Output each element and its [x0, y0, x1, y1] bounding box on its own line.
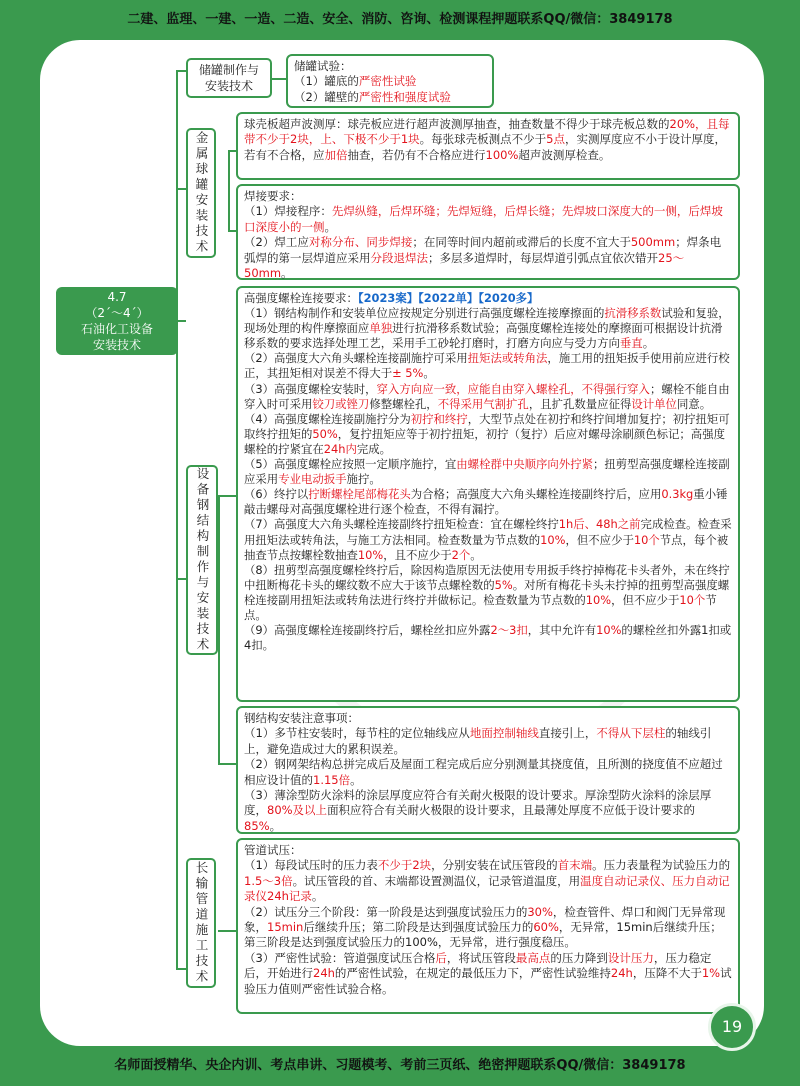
text: 。	[642, 336, 655, 351]
highlight: 1h后、48h之前	[558, 517, 641, 532]
text: ，无异常，15min后继续升压；第三阶段是达到强度试验压力的100%，无异常，进行强度稳压。	[244, 920, 722, 950]
text: （9）高强度螺栓连接副终拧后，螺栓丝扣应外露	[244, 623, 491, 638]
highlight: 30%	[527, 904, 553, 919]
pipe-item	[244, 905, 732, 951]
highlight: 50%	[312, 426, 338, 441]
highlight: 对称分布、同步焊接	[308, 235, 413, 250]
tank-test-box	[286, 54, 494, 108]
text: ，检查管件、焊口和阀门无异常现象，	[244, 904, 726, 935]
bolt-item	[244, 351, 732, 381]
text: （3）薄涂型防火涂料的涂层厚度应符合有关耐火极限的设计要求。厚涂型防火涂料的涂层厚度，	[244, 788, 712, 818]
highlight: 抗滑移系数	[604, 306, 662, 321]
text: ；在同等时间内超前或滞后的长度不宜大于	[412, 235, 631, 250]
text: 节点，每个被抽查节点按螺栓数抽查	[244, 532, 729, 562]
highlight: ± 5%	[392, 366, 424, 381]
pipe-item	[244, 858, 732, 904]
text: 。	[281, 266, 293, 281]
text: （2）罐壁的	[294, 89, 359, 104]
highlight: 不得采用气割扩孔	[437, 396, 529, 411]
text: 。	[311, 889, 324, 904]
text: ，实测厚度应不小于设计厚度，若有不合格，应	[244, 132, 726, 162]
text: 进行抗滑移系数试验；高强度螺栓连接处的摩擦面可根据设计抗滑移系数的要求选择处理工艺，采用手工砂轮打磨时，打磨方向应与受力方向	[244, 321, 723, 351]
text: 。	[324, 219, 336, 234]
highlight: 10个	[679, 592, 706, 607]
text: （2）高强度大六角头螺栓连接副施拧可采用	[244, 351, 468, 366]
text: （1）钢结构制作和安装单位应按规定分别进行高强度螺栓连接摩擦面的	[244, 306, 605, 321]
highlight: 扭矩法或转角法	[467, 351, 548, 366]
text: （6）终拧以	[244, 487, 309, 502]
text: （1）焊接程序：	[244, 204, 332, 219]
text: （1）罐底的	[294, 74, 359, 89]
text: ，大型节点处在初拧和终拧间增加复拧；初拧扭矩可取终拧扭矩的	[244, 411, 730, 441]
highlight: 80%及以上	[267, 803, 328, 818]
sphere-ut-box	[236, 112, 740, 180]
text: 的轴线引上，避免造成过大的累积误差。	[244, 726, 712, 756]
text: 超声波测厚检查。	[518, 147, 611, 162]
text: 的严密性试验，在规定的最低压力下，严密性试验维持	[334, 966, 611, 981]
tank-test-item	[294, 90, 486, 105]
tank-test-title: 储罐试验：	[294, 59, 352, 73]
root-node	[56, 287, 178, 355]
connector-line	[176, 70, 186, 72]
connector-line	[218, 763, 236, 765]
highlight: 85%	[244, 818, 270, 833]
text: 同意。	[676, 396, 712, 411]
text: （1）每段试压时的压力表	[244, 858, 378, 873]
highlight: 设计压力	[607, 950, 654, 965]
text: （3）高强度螺栓安装时，	[244, 381, 377, 396]
text: 。对所有梅花卡头未拧掉的扭剪型高强度螺栓连接副用扭矩法或转角法进行终拧并做标记。检查数量为节点数的	[244, 577, 730, 607]
highlight: 20%，且每带不少于2块，上、下极不少于1块	[244, 117, 730, 147]
highlight: 1%	[701, 966, 721, 981]
bolt-item	[244, 517, 732, 562]
highlight: 穿入方向应一致，应能自由穿入螺栓孔，不得强行穿入	[376, 381, 650, 396]
text: 。每张球壳板测点不少于	[419, 132, 547, 147]
text: 试验和复验，现场处理的构件摩擦面应	[244, 306, 730, 336]
connector-line	[176, 578, 186, 580]
highlight: 24h	[313, 966, 335, 981]
highlight: 15min	[267, 920, 304, 935]
highlight: 10%	[596, 623, 622, 638]
text: ，且不应少于	[383, 547, 452, 562]
pipe-item	[244, 951, 732, 997]
connector-line	[176, 188, 186, 190]
highlight: 60%	[533, 920, 559, 935]
text: 。试压管段的首、末端都设置测温仪，记录管道温度，用	[292, 873, 581, 888]
highlight: 单独	[369, 321, 393, 336]
bottom-banner: 名师面授精华、央企内训、考点串讲、习题模考、考前三页纸、绝密押题联系QQ/微信：3849178	[114, 1058, 686, 1073]
text: 的螺栓丝扣外露1扣或4扣。	[244, 623, 732, 653]
node-sphere-label: 金属球罐安装技术	[186, 128, 216, 258]
highlight: 后	[435, 950, 447, 965]
notice-item	[244, 726, 732, 757]
text: （2）钢网架结构总拼完成后及屋面工程完成后应分别测量其挠度值，且所测的挠度值不应超过相应设计值的	[244, 757, 723, 787]
notice-item	[244, 788, 732, 834]
page-number: 19	[708, 1003, 756, 1051]
text: 试验压力值则严密性试验合格。	[244, 966, 732, 996]
text: ，但不应少于	[565, 532, 634, 547]
top-banner: 二建、监理、一建、一造、二造、安全、消防、咨询、检测课程押题联系QQ/微信：3849178	[127, 12, 673, 27]
highlight: 500mm	[630, 235, 676, 250]
highlight: 24h	[610, 966, 633, 981]
text: （2）试压分三个阶段：第一阶段是达到强度试验压力的	[244, 904, 528, 919]
highlight: 0.3kg	[661, 487, 694, 502]
connector-line	[272, 78, 286, 80]
highlight: 最高点	[515, 950, 551, 965]
bolt-item	[244, 563, 732, 623]
bolt-item	[244, 487, 732, 517]
text: 后继续升压；第二阶段是达到强度试验压力的	[303, 920, 534, 935]
connector-line	[218, 930, 236, 932]
bolt-title: 高强度螺栓连接要求：	[244, 291, 358, 305]
sphere-weld-title: 焊接要求：	[244, 189, 302, 203]
root-title-2: 安装技术	[92, 338, 141, 352]
text: 抽查，若仍有不合格应进行	[347, 147, 486, 162]
bolt-item	[244, 457, 732, 487]
tank-test-item	[294, 74, 486, 89]
text: 的压力降到	[550, 950, 608, 965]
highlight: 地面控制轴线	[469, 726, 539, 741]
text: （1）多节柱安装时，每节柱的定位轴线应从	[244, 726, 470, 741]
highlight: 2～3扣	[490, 623, 528, 638]
connector-line	[228, 150, 230, 232]
connector-line	[218, 495, 220, 765]
pipe-title: 管道试压：	[244, 843, 302, 857]
text: ；螺栓不能自由穿入时可采用	[244, 381, 730, 411]
highlight: 10%	[357, 547, 384, 562]
sphere-weld-item	[244, 235, 732, 281]
text: ，复拧扭矩应等于初拧扭矩，初拧（复拧）后应对螺母涂刷颜色标记；高强度螺栓的拧紧宜在	[244, 426, 725, 456]
highlight: 先焊纵缝，后焊环缝；先焊短缝，后焊长缝；先焊坡口深度大的一侧，后焊坡口深度小的一侧	[244, 204, 723, 234]
text: ；焊条电弧焊的第一层焊道应采用	[244, 235, 722, 265]
text: （8）扭剪型高强度螺栓终拧后，除因构造原因无法使用专用扳手终拧掉梅花卡头者外，未在终拧中扭断梅花卡头的螺纹数不应大于该节点螺栓数的	[244, 562, 730, 592]
text: ，且扩孔数量应征得	[528, 396, 632, 411]
highlight: 25～50mm	[244, 250, 685, 281]
highlight: 首末端	[557, 858, 593, 873]
root-score: （2´～4´）	[85, 306, 149, 320]
text: ；多层多道焊时，每层焊道引弧点宜依次错开	[428, 250, 658, 265]
notice-item	[244, 757, 732, 788]
text: （2）焊工应	[244, 235, 309, 250]
highlight: 10%	[585, 592, 612, 607]
node-pipe-label: 长输管道施工技术	[186, 858, 216, 988]
highlight: 严密性试验	[358, 74, 417, 89]
highlight: 专业电动扳手	[278, 472, 347, 487]
bolt-item	[244, 306, 732, 351]
text: 修整螺栓孔，	[369, 396, 438, 411]
highlight: 2个	[451, 547, 471, 562]
notice-title: 钢结构安装注意事项：	[244, 711, 359, 725]
text: 球壳板超声波测厚：球壳板应进行超声波测厚抽查，抽查数量不得少于球壳板总数的	[244, 117, 670, 131]
root-number: 4.7	[107, 290, 127, 304]
highlight: 不少于2块	[377, 858, 432, 873]
text: ，压降不大于	[632, 966, 702, 981]
connector-line	[176, 70, 178, 970]
text: （4）高强度螺栓连接副施拧分为	[244, 411, 411, 426]
highlight: 铰刀或锉刀	[312, 396, 370, 411]
text: 。压力表量程为试验压力的	[592, 858, 731, 873]
steel-notice-box	[236, 706, 740, 834]
steel-bolt-box	[236, 286, 740, 702]
highlight: 分段退焊法	[370, 250, 428, 265]
text: 。	[423, 366, 435, 381]
pipe-test-box	[236, 838, 740, 1014]
sphere-weld-item	[244, 204, 732, 235]
highlight: 10个	[633, 532, 660, 547]
sphere-weld-box	[236, 184, 740, 280]
connector-line	[178, 320, 186, 322]
bolt-item	[244, 412, 732, 457]
highlight: 1.15倍	[313, 772, 351, 787]
text: 节点。	[244, 592, 717, 622]
node-tank-label	[186, 58, 272, 98]
text: （7）高强度大六角头螺栓连接副终拧扭矩检查：宜在螺栓终拧	[244, 517, 559, 532]
highlight: 不得从下层柱	[596, 726, 666, 741]
highlight: 100%	[485, 147, 519, 162]
bolt-item	[244, 623, 732, 653]
text: 。	[350, 772, 362, 787]
text: 面积应符合有关耐火极限的设计要求，且最薄处厚度不应低于设计要求的	[327, 803, 696, 818]
highlight: 5%	[494, 577, 513, 592]
bolt-item	[244, 382, 732, 412]
text: ；扭剪型高强度螺栓连接副应采用	[244, 457, 730, 487]
highlight: 严密性和强度试验	[358, 89, 451, 104]
exam-tags: 【2023案】【2022单】【2020多】	[357, 291, 539, 305]
text: 重小锤敲击螺母对高强度螺栓进行逐个检查，不得有漏拧。	[244, 487, 728, 517]
tank-label-line1: 储罐制作与	[198, 63, 259, 77]
text: 为合格；高强度大六角头螺栓连接副终拧后，应用	[410, 487, 662, 502]
highlight: 初拧和终拧	[410, 411, 468, 426]
connector-line	[176, 968, 186, 970]
text: ，分别安装在试压管段的	[431, 858, 558, 873]
highlight: 24h内	[323, 441, 357, 456]
text: （3）严密性试验：管道强度试压合格	[244, 950, 436, 965]
connector-line	[218, 495, 236, 497]
text: 完成检查。检查采用扭矩法或转角法，与施工方法相同。检查数量为节点数的	[244, 517, 732, 547]
text: ，施工用的扭矩扳手使用前应进行校正，其扭矩相对误差不得大于	[244, 351, 730, 381]
text: ，将试压管段	[446, 950, 516, 965]
highlight: 1.5～3倍	[244, 873, 293, 888]
highlight: 设计单位	[631, 396, 677, 411]
text: 。	[470, 547, 482, 562]
text: ，其中允许有	[527, 623, 597, 638]
text: 完成。	[356, 441, 392, 456]
highlight: 温度自动记录仪、压力自动记录仪24h记录	[244, 873, 730, 904]
text: ，但不应少于	[611, 592, 680, 607]
root-title: 石油化工设备	[80, 322, 153, 336]
node-steel-label: 设备钢结构制作与安装技术	[186, 465, 218, 655]
highlight: 由螺栓群中央顺序向外拧紧	[456, 457, 593, 472]
highlight: 拧断螺栓尾部梅花头	[308, 487, 411, 502]
bolt-title-line	[244, 291, 732, 306]
highlight: 垂直	[619, 336, 643, 351]
text: 。	[269, 818, 282, 833]
text: 施拧。	[346, 472, 381, 487]
text: （5）高强度螺栓应按照一定顺序施拧，宜	[244, 457, 457, 472]
tank-label-line2: 安装技术	[204, 79, 253, 93]
highlight: 10%	[540, 532, 566, 547]
highlight: 5点	[546, 132, 565, 147]
text: 直接引上，	[538, 726, 597, 741]
highlight: 加倍	[324, 147, 348, 162]
text: ，压力稳定后，开始进行	[244, 950, 712, 981]
